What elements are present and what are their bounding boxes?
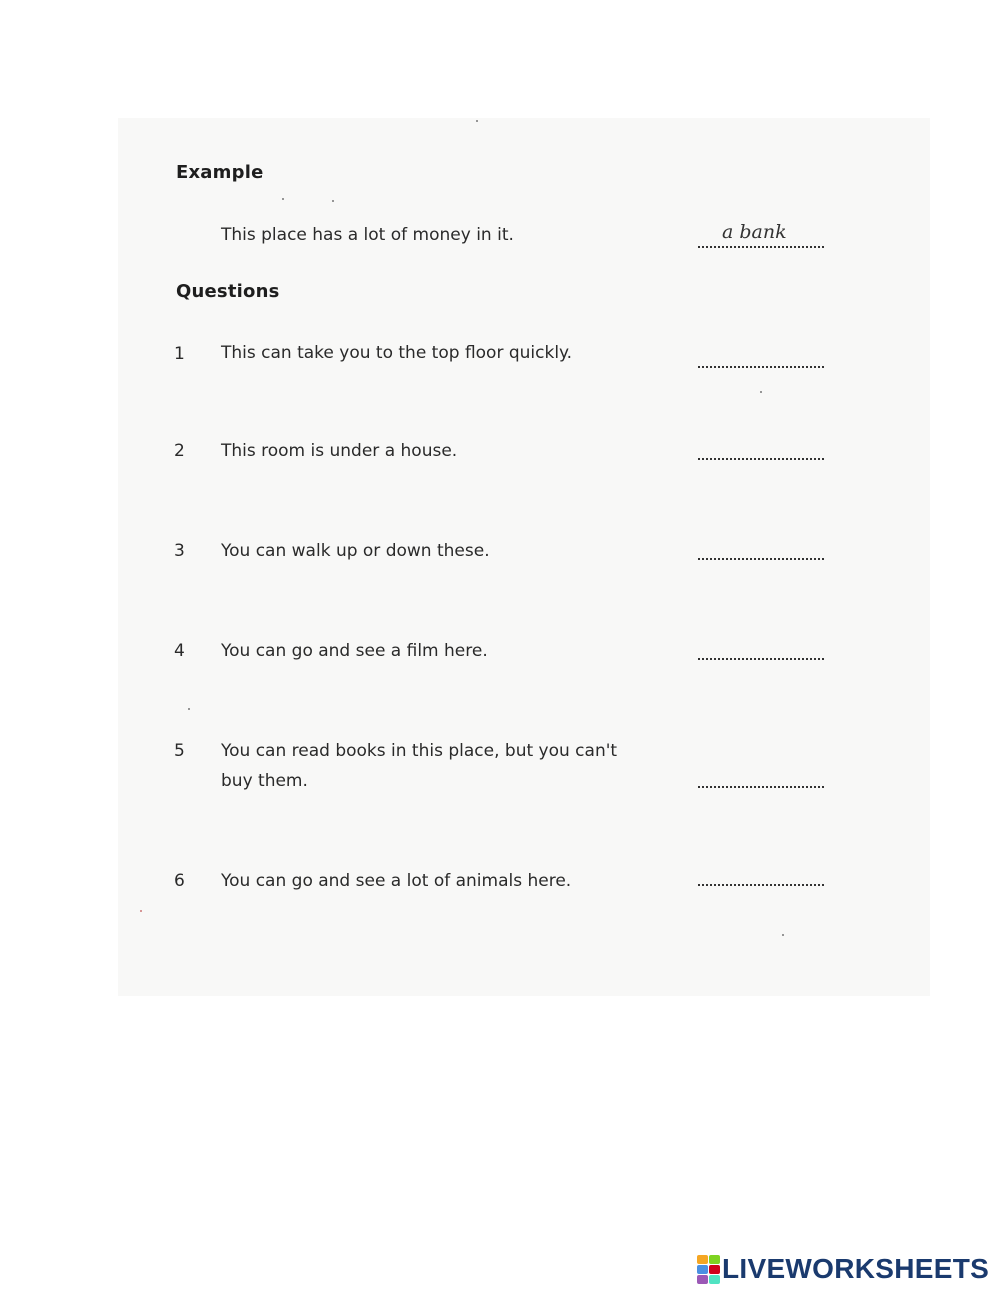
scan-speck bbox=[476, 120, 478, 122]
answer-field-5[interactable] bbox=[698, 782, 824, 788]
scan-speck bbox=[332, 200, 334, 202]
logo-block bbox=[697, 1255, 708, 1264]
logo-block bbox=[709, 1255, 720, 1264]
logo-block bbox=[697, 1265, 708, 1274]
question-text: You can read books in this place, but you can't buy them. bbox=[221, 741, 618, 791]
question-number: 5 bbox=[174, 741, 185, 761]
answer-field-1[interactable] bbox=[698, 362, 824, 368]
question-text: This room is under a house. bbox=[221, 441, 458, 461]
question-number: 6 bbox=[174, 871, 185, 891]
question-text: This can take you to the top floor quickly. bbox=[221, 343, 573, 363]
answer-field-3[interactable] bbox=[698, 554, 824, 560]
logo-block bbox=[709, 1275, 720, 1284]
liveworksheets-logo-icon bbox=[697, 1255, 719, 1283]
logo-block bbox=[697, 1275, 708, 1284]
question-text: You can walk up or down these. bbox=[221, 541, 490, 561]
answer-field-2[interactable] bbox=[698, 454, 824, 460]
logo-block bbox=[709, 1265, 720, 1274]
questions-heading: Questions bbox=[176, 281, 280, 302]
answer-field-6[interactable] bbox=[698, 880, 824, 886]
example-answer: a bank bbox=[722, 221, 787, 243]
brand-name: LIVEWORKSHEETS bbox=[722, 1253, 990, 1284]
question-number: 2 bbox=[174, 441, 185, 461]
example-heading: Example bbox=[176, 162, 264, 183]
scan-speck bbox=[760, 391, 762, 393]
example-answer-line bbox=[698, 242, 824, 248]
question-number: 3 bbox=[174, 541, 185, 561]
scan-speck bbox=[782, 934, 784, 936]
example-text: This place has a lot of money in it. bbox=[221, 225, 514, 245]
question-number: 1 bbox=[174, 344, 185, 364]
scanned-worksheet bbox=[118, 118, 930, 996]
answer-field-4[interactable] bbox=[698, 654, 824, 660]
scan-speck bbox=[188, 708, 190, 710]
scan-speck bbox=[282, 198, 284, 200]
scan-speck bbox=[140, 910, 142, 912]
question-text: You can go and see a film here. bbox=[221, 641, 488, 661]
liveworksheets-logo[interactable] bbox=[697, 1253, 989, 1285]
question-text: You can go and see a lot of animals here. bbox=[221, 871, 572, 891]
question-number: 4 bbox=[174, 641, 185, 661]
